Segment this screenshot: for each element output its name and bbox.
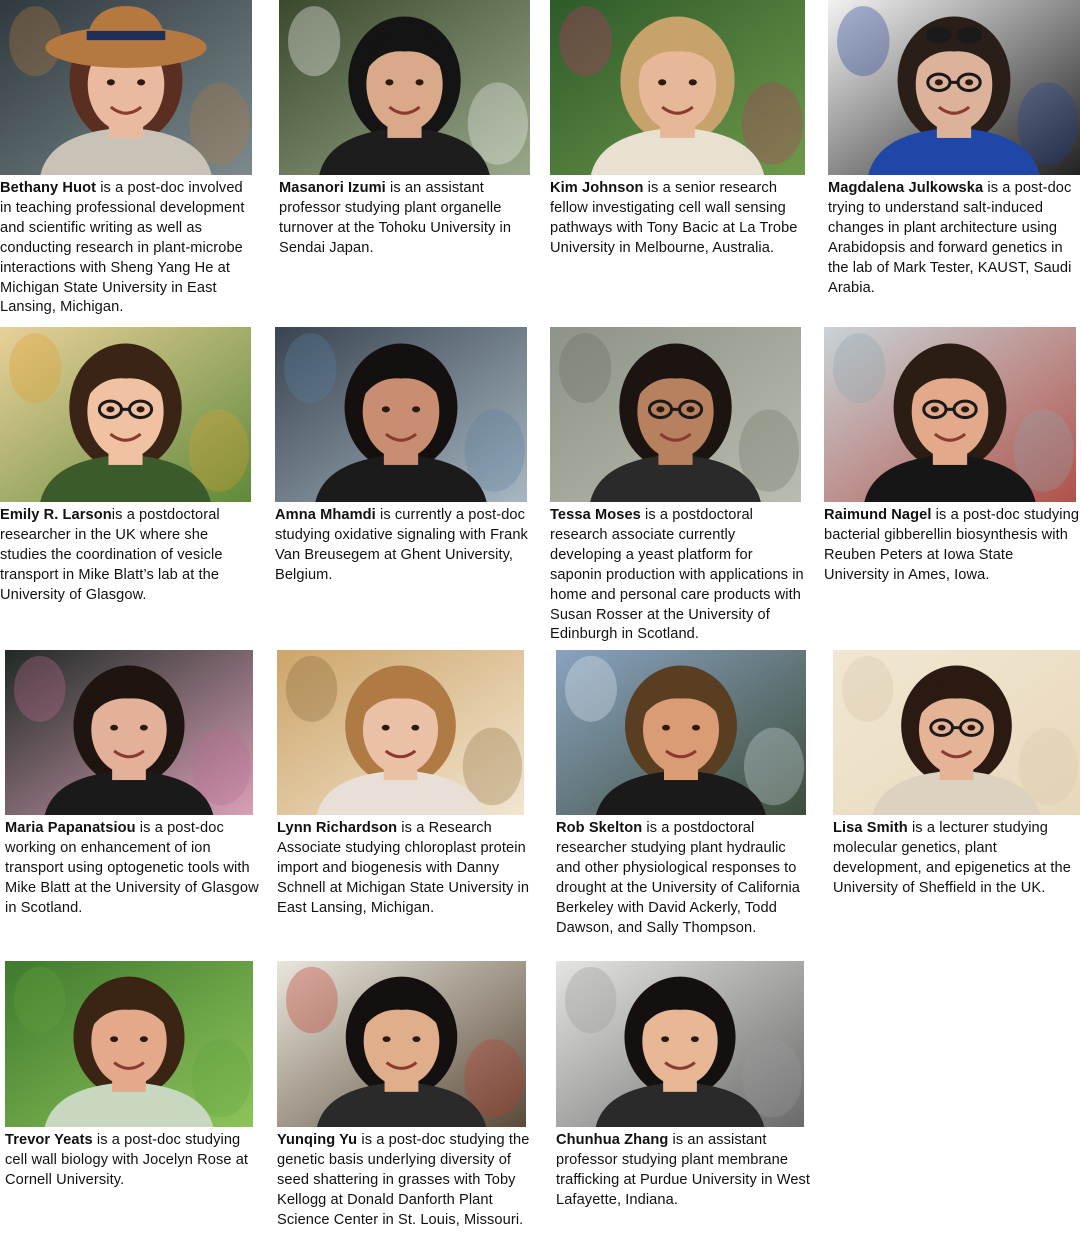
eye [107,79,115,85]
portrait-photo [277,961,526,1127]
bio-description: is an assistant professor studying plant organelle turnover at the Tohoku University in Sendai Japan. [279,180,512,256]
bio-text [550,179,808,259]
eye [140,725,148,731]
photo-accent [833,333,885,403]
profile-card [0,0,256,318]
bio-description: is a lecturer studying molecular genetics, plant development, and epigenetics at the University of Sheffield in the UK. [833,820,1071,896]
portrait-photo [275,327,527,502]
photo-accent [288,6,340,76]
photo-accent [559,333,611,403]
bio-text [275,506,531,586]
bio-description: is a post-doc studying the genetic basis underlying diversity of seed shattering in grasses with Toby Kellogg at Donald Danforth Plant Science Center in St. Louis, Missouri. [277,1132,530,1228]
eye [137,406,145,412]
bio-description: is a postdoctoral researcher studying plant hydraulic and other physiological responses to drought at the University of California Berkeley with David Ackerly, Todd Dawson, and Sally Thompson. [556,820,801,936]
photo-accent [559,6,612,76]
portrait-photo [5,961,253,1127]
bio-text [550,506,808,645]
portrait-photo [824,327,1076,502]
bio-description: is a postdoctoral research associate currently developing a yeast platform for saponin production with applications in home and personal care products with Susan Rosser at the University of Edinburgh in Scotland. [550,507,804,643]
bio-text [5,819,261,919]
photo-accent [565,656,617,722]
portrait-photo [277,650,524,815]
bio-text [556,819,812,938]
portrait-photo [0,0,252,175]
eye [661,1036,669,1042]
portrait-photo [550,327,801,502]
eye [931,406,939,412]
eye [140,1036,148,1042]
photo-accent [9,333,61,403]
eye [106,406,114,412]
person-name: Chunhua Zhang [556,1132,669,1148]
bio-text [828,179,1080,298]
person-name: Emily R. Larson [0,507,112,523]
portrait-photo [279,0,530,175]
portrait-photo [556,961,804,1127]
eye [691,1036,699,1042]
person-name: Masanori Izumi [279,180,386,196]
eye [110,725,118,731]
bio-text [279,179,531,259]
bio-description: is an assistant professor studying plant membrane trafficking at Purdue University in West Lafayette, Indiana. [556,1132,811,1208]
profile-card [833,650,1080,899]
profile-card [279,0,531,259]
profile-card [556,650,812,938]
person-name: Yunqing Yu [277,1132,358,1148]
eye [110,1036,118,1042]
bio-description: is a postdoctoral researcher in the UK where she studies the coordination of vesicle transport in Mike Blatt’s lab at the University of Glasgow. [0,507,223,603]
person-name: Tessa Moses [550,507,641,523]
photo-accent [842,656,893,722]
bio-text [277,1131,533,1231]
eye [382,406,390,412]
profile-card [5,650,261,919]
eye [965,79,973,85]
person-name: Raimund Nagel [824,507,932,523]
person-name: Trevor Yeats [5,1132,93,1148]
bio-text [5,1131,261,1191]
person-name: Rob Skelton [556,820,643,836]
eye [662,725,670,731]
eye [382,725,390,731]
person-name: Lynn Richardson [277,820,398,836]
person-name: Lisa Smith [833,820,908,836]
photo-accent [565,967,617,1033]
photo-accent [14,656,66,722]
bio-description: is a post-doc involved in teaching professional development and scientific writing as well as conducting research in plant-microbe interactions with Sheng Yang He at Michigan State University in East Lansing, Michigan. [0,180,245,316]
eye [938,725,946,731]
profile-card [0,327,256,606]
eye [689,79,697,85]
eye [967,725,975,731]
eye [935,79,943,85]
portrait-photo [833,650,1080,815]
bio-description: is a Research Associate studying chloroplast protein import and biogenesis with Danny Schnell at Michigan State University in East Lansing, Michigan. [277,820,530,916]
bio-description: is a post-doc working on enhancement of ion transport using optogenetic tools with Mike Blatt at the University of Glasgow in Scotland. [5,820,259,916]
bio-description: is a senior research fellow investigating cell wall sensing pathways with Tony Bacic at La Trobe University in Melbourne, Australia. [550,180,798,256]
portrait-photo [828,0,1080,175]
portrait-photo [550,0,805,175]
profile-card [556,961,812,1211]
portrait-photo [5,650,253,815]
eye [383,1036,391,1042]
bio-text [277,819,533,919]
eye [137,79,145,85]
eye [656,406,664,412]
bio-text [0,179,256,318]
bio-description: is a post-doc studying bacterial gibberellin biosynthesis with Reuben Peters at Iowa State University in Ames, Iowa. [824,507,1080,583]
bio-text [833,819,1080,899]
bio-text [824,506,1080,586]
profile-card [824,327,1080,586]
bio-description: is currently a post-doc studying oxidative signaling with Frank Van Breusegem at Ghent University, Belgium. [275,507,528,583]
eye [692,725,700,731]
eye [658,79,666,85]
person-name: Magdalena Julkowska [828,180,984,196]
eye [687,406,695,412]
eye [961,406,969,412]
profile-card [550,0,808,259]
profile-card [5,961,261,1191]
hat-band [87,31,166,40]
eye [416,79,424,85]
photo-accent [14,967,66,1033]
portrait-photo [556,650,806,815]
person-name: Bethany Huot [0,180,97,196]
bio-text [556,1131,812,1211]
profile-card [828,0,1080,298]
profile-card [277,961,533,1231]
portrait-photo [0,327,251,502]
person-name: Kim Johnson [550,180,644,196]
photo-accent [286,967,338,1033]
photo-accent [837,6,889,76]
eye [412,1036,420,1042]
photo-accent [284,333,336,403]
eye [385,79,393,85]
bio-text [0,506,256,606]
photo-accent [286,656,337,722]
profile-card [277,650,533,919]
eye [411,725,419,731]
profile-card [550,327,808,645]
bio-description: is a post-doc trying to understand salt-induced changes in plant architecture using Arabidopsis and forward genetics in the lab of Mark Tester, KAUST, Saudi Arabia. [828,180,1072,296]
person-name: Maria Papanatsiou [5,820,136,836]
bio-description: is a post-doc studying cell wall biology with Jocelyn Rose at Cornell University. [5,1132,249,1188]
eye [412,406,420,412]
profile-card [275,327,531,586]
person-name: Amna Mhamdi [275,507,376,523]
